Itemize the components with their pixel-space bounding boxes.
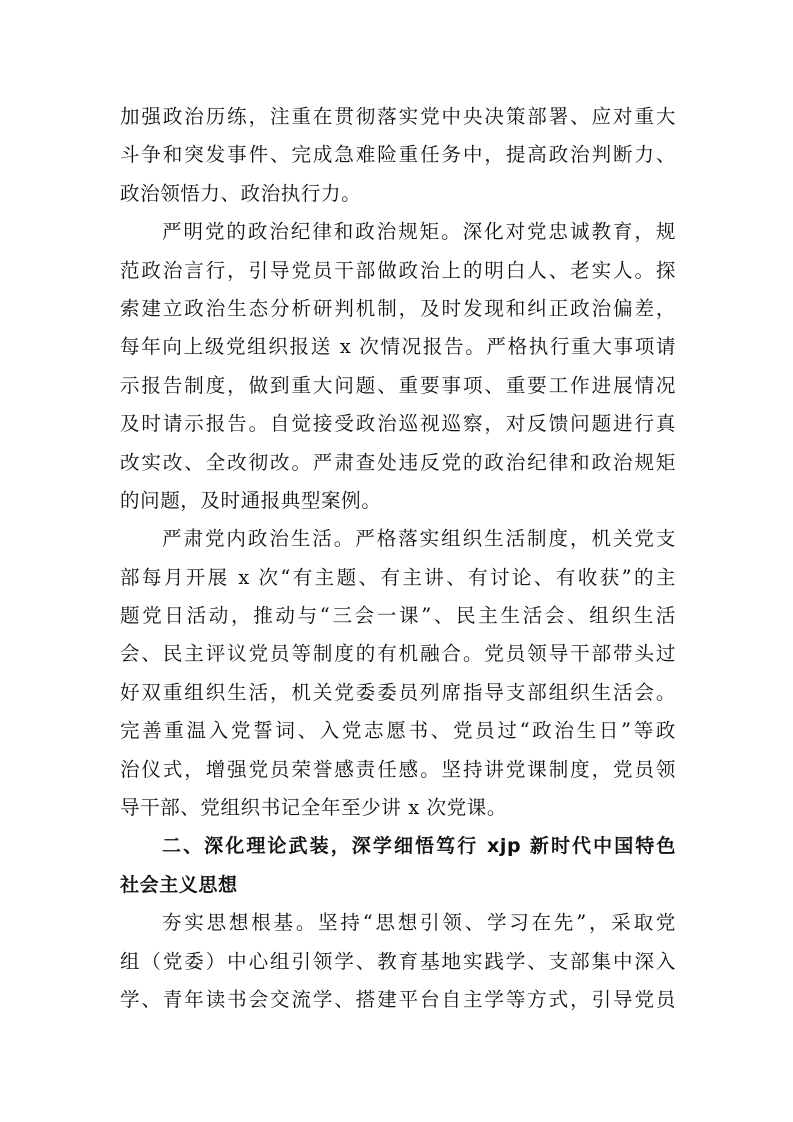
- paragraph-line: 组（党委）中心组引领学、教育基地实践学、支部集中深入: [120, 949, 676, 973]
- paragraph-line: 严明党的政治纪律和政治规矩。深化对党忠诚教育，规: [162, 220, 676, 244]
- section-heading: 二、深化理论武装，深学细悟笃行 xjp 新时代中国特色: [162, 835, 676, 858]
- section-heading: 社会主义思想: [120, 873, 238, 896]
- paragraph-line: 部每月开展 x 次“有主题、有主讲、有讨论、有收获”的主: [120, 565, 676, 589]
- paragraph-line: 夯实思想根基。坚持“思想引领、学习在先”，采取党: [162, 911, 676, 935]
- paragraph-line: 题党日活动，推动与“三会一课”、民主生活会、组织生活: [120, 604, 676, 628]
- paragraph-line: 斗争和突发事件、完成急难险重任务中，提高政治判断力、: [120, 143, 676, 167]
- paragraph-line: 范政治言行，引导党员干部做政治上的明白人、老实人。探: [120, 258, 676, 282]
- paragraph-line: 会、民主评议党员等制度的有机融合。党员领导干部带头过: [120, 642, 676, 666]
- paragraph-line: 的问题，及时通报典型案例。: [120, 488, 382, 512]
- document-body: [120, 98, 676, 1019]
- paragraph-line: 学、青年读书会交流学、搭建平台自主学等方式，引导党员: [120, 987, 676, 1011]
- paragraph-line: 每年向上级党组织报送 x 次情况报告。严格执行重大事项请: [120, 335, 676, 359]
- paragraph-line: 索建立政治生态分析研判机制，及时发现和纠正政治偏差，: [120, 296, 676, 320]
- paragraph-line: 政治领悟力、政治执行力。: [120, 181, 362, 205]
- paragraph-line: 治仪式，增强党员荣誉感责任感。坚持讲党课制度，党员领: [120, 757, 676, 781]
- paragraph-line: 完善重温入党誓词、入党志愿书、党员过“政治生日”等政: [120, 719, 676, 743]
- paragraph-line: 严肃党内政治生活。严格落实组织生活制度，机关党支: [162, 527, 676, 551]
- paragraph-line: 改实改、全改彻改。严肃查处违反党的政治纪律和政治规矩: [120, 450, 676, 474]
- paragraph-line: 及时请示报告。自觉接受政治巡视巡察，对反馈问题进行真: [120, 412, 676, 436]
- paragraph-line: 导干部、党组织书记全年至少讲 x 次党课。: [120, 796, 507, 820]
- paragraph-line: 加强政治历练，注重在贯彻落实党中央决策部署、应对重大: [120, 105, 676, 128]
- paragraph-line: 好双重组织生活，机关党委委员列席指导支部组织生活会。: [120, 680, 676, 704]
- paragraph-line: 示报告制度，做到重大问题、重要事项、重要工作进展情况: [120, 373, 676, 397]
